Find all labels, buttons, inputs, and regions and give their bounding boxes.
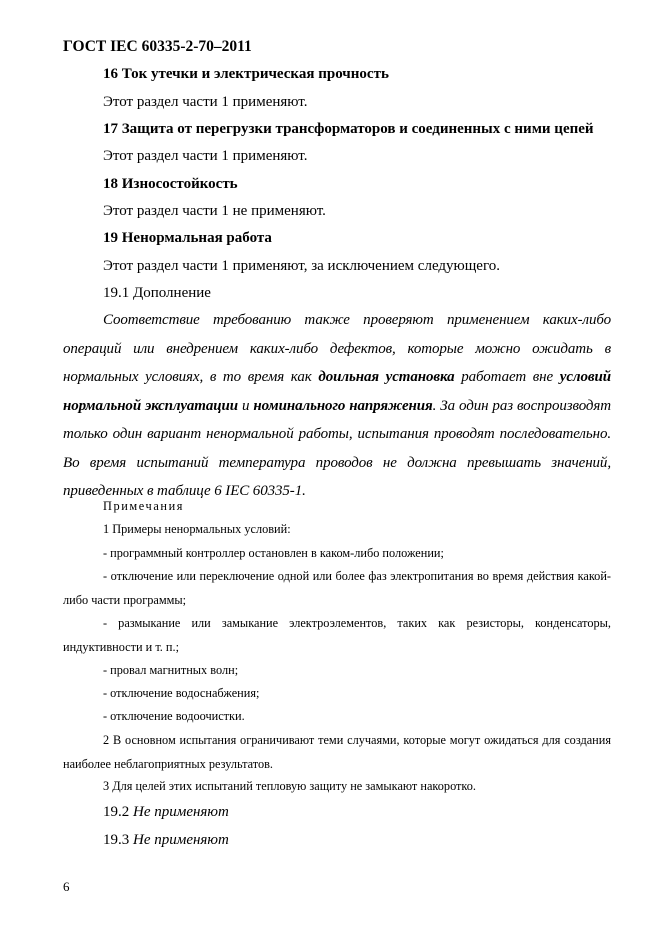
note-1-item: - программный контроллер остановлен в каком-либо положении;	[103, 546, 444, 560]
section-18-text: Этот раздел части 1 не применяют.	[103, 203, 326, 219]
clause-19-1-title: 19.1 Дополнение	[103, 285, 211, 301]
section-16-text: Этот раздел части 1 применяют.	[103, 94, 308, 110]
standard-code-header: ГОСТ IEC 60335-2-70–2011	[63, 38, 252, 55]
clause-19-3	[63, 826, 611, 854]
compliance-text-4: . За один раз воспроизводят только один вариант ненормальной работы, испытания проводят последовательно. Во время испытаний температура проводов не должна превышать значений, приведенных в таблице 6 IEC 60335-1.	[63, 397, 612, 499]
section-18-heading: 18 Износостойкость	[103, 176, 238, 192]
compliance-text-2: работает вне	[454, 369, 560, 385]
section-16-heading: 16 Ток утечки и электрическая прочность	[103, 66, 389, 82]
note-1-item: - размыкание или замыкание электроэлементов, таких как резисторы, конденсаторы, индуктивности и т. п.;	[63, 616, 611, 654]
section-19-text: Этот раздел части 1 применяют, за исключением следующего.	[103, 258, 500, 274]
section-17-heading: 17 Защита от перегрузки трансформаторов и соединенных с ними цепей	[103, 121, 594, 137]
section-17-text: Этот раздел части 1 применяют.	[103, 148, 308, 164]
note-1-item: - провал магнитных волн;	[103, 663, 239, 677]
page-number: 6	[63, 879, 70, 894]
note-1-item: - отключение или переключение одной или более фаз электропитания во время действия какой-либо части программы;	[63, 569, 611, 607]
compliance-paragraph	[63, 306, 611, 506]
defined-term-normal-operation: условий нормальной эксплуатации	[63, 369, 611, 414]
clause-19-3-text: Не применяют	[133, 832, 229, 848]
clause-19-2	[63, 798, 611, 826]
notes-title: Примечания	[103, 499, 185, 513]
note-3: 3 Для целей этих испытаний тепловую защиту не замыкают накоротко.	[103, 779, 477, 793]
section-19-heading: 19 Ненормальная работа	[103, 230, 272, 246]
defined-term-milking-installation: доильная установка	[318, 369, 455, 385]
note-1-item: - отключение водоочистки.	[103, 709, 245, 723]
clause-19-2-number: 19.2	[103, 804, 130, 820]
compliance-text-3: и	[237, 397, 254, 414]
note-2: 2 В основном испытания ограничивают теми случаями, которые могут ожидаться для создания наиболее неблагоприятных результатов.	[63, 733, 611, 771]
compliance-text-1: Соответствие требованию также проверяют применением каких-либо операций или внедрением каких-либо дефектов, которые можно ожидать в нормальных условиях, в то время как	[63, 312, 611, 385]
clause-19-2-text: Не применяют	[133, 804, 229, 820]
clause-19-3-number: 19.3	[103, 832, 130, 848]
note-1-intro: 1 Примеры ненормальных условий:	[103, 522, 291, 536]
note-1-item: - отключение водоснабжения;	[103, 686, 260, 700]
defined-term-rated-voltage: номинального напряжения	[253, 397, 433, 414]
